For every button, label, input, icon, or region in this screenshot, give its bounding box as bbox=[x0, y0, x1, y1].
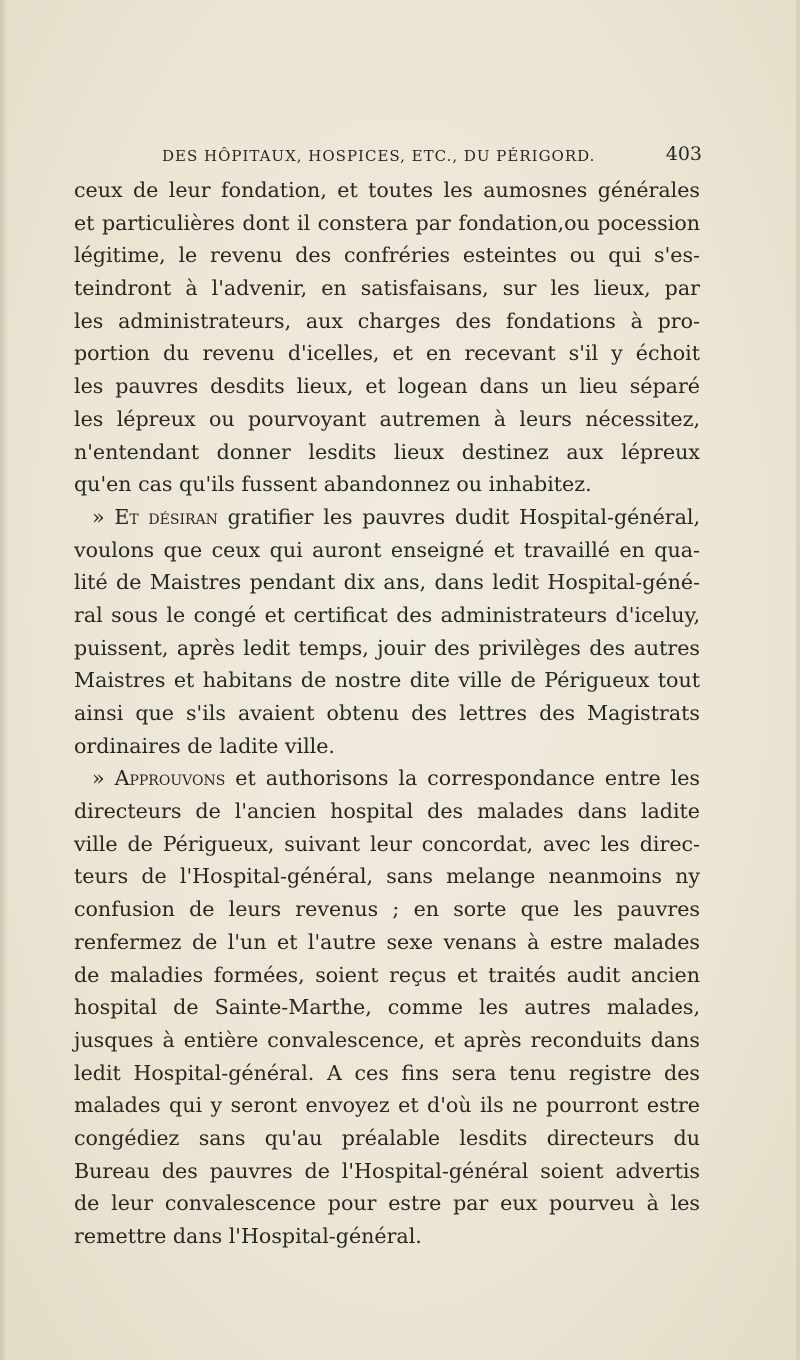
lead-word: Et désiran bbox=[114, 504, 218, 529]
text-line: teindront à l'advenir, en satisfaisans, sur les lieux, par bbox=[74, 276, 700, 301]
body-text bbox=[74, 174, 700, 1253]
text-line: ledit Hospital-général. A ces fins sera tenu registre des bbox=[74, 1060, 700, 1085]
text-line: directeurs de l'ancien hospital des malades dans ladite bbox=[74, 799, 700, 824]
paragraph-opening-line bbox=[74, 501, 700, 534]
text-line: les administrateurs, aux charges des fondations à pro- bbox=[74, 308, 700, 333]
text-line: renfermez de l'un et l'autre sexe venans à estre malades bbox=[74, 929, 700, 954]
text-line: lité de Maistres pendant dix ans, dans ledit Hospital-géné- bbox=[74, 570, 700, 595]
text-line: malades qui y seront envoyez et d'où ils ne pourront estre bbox=[74, 1093, 700, 1118]
text-line: et particulières dont il constera par fondation,ou pocession bbox=[74, 210, 700, 235]
lead-word: Approuvons bbox=[114, 766, 226, 791]
page-gutter-shadow bbox=[0, 0, 8, 1360]
text-line: hospital de Sainte-Marthe, comme les autres malades, bbox=[74, 995, 700, 1020]
text-line: confusion de leurs revenus ; en sorte que les pauvres bbox=[74, 897, 700, 922]
text-line: remettre dans l'Hospital-général. bbox=[74, 1224, 422, 1248]
paragraph-opening-line bbox=[74, 762, 700, 795]
text-line: portion du revenu d'icelles, et en recevant s'il y échoit bbox=[74, 341, 700, 366]
text-line: de maladies formées, soient reçus et traités audit ancien bbox=[74, 962, 700, 987]
running-title: DES HÔPITAUX, HOSPICES, ETC., DU PÉRIGORD. bbox=[162, 147, 596, 165]
quote-mark: » bbox=[92, 766, 105, 791]
page-number: 403 bbox=[665, 143, 702, 165]
text-line: congédiez sans qu'au préalable lesdits directeurs du bbox=[74, 1125, 700, 1150]
text-line: ville de Périgueux, suivant leur concordat, avec les direc- bbox=[74, 831, 700, 856]
text-line: ceux de leur fondation, et toutes les aumosnes générales bbox=[74, 178, 700, 202]
text-line: les lépreux ou pourvoyant autremen à leurs nécessitez, bbox=[74, 406, 700, 431]
text-line: ainsi que s'ils avaient obtenu des lettres des Magistrats bbox=[74, 701, 700, 725]
text-line: les pauvres desdits lieux, et logean dans un lieu séparé bbox=[74, 374, 700, 399]
text-line: légitime, le revenu des confréries esteintes ou qui s'es- bbox=[74, 243, 700, 268]
text-line: voulons que ceux qui auront enseigné et travaillé en qua- bbox=[74, 537, 700, 562]
running-header bbox=[162, 143, 702, 171]
text-line: Maistres et habitans de nostre dite ville de Périgueux tout bbox=[74, 668, 700, 693]
text-line: jusques à entière convalescence, et après reconduits dans bbox=[74, 1027, 700, 1052]
text-line: Bureau des pauvres de l'Hospital-général soient advertis bbox=[74, 1158, 700, 1183]
text-line: de leur convalescence pour estre par eux pourveu à les bbox=[74, 1191, 700, 1216]
text-line: qu'en cas qu'ils fussent abandonnez ou inhabitez. bbox=[74, 472, 592, 497]
text-line: n'entendant donner lesdits lieux destinez aux lépreux bbox=[74, 439, 700, 464]
text-line: puissent, après ledit temps, jouir des privilèges des autres bbox=[74, 635, 700, 660]
opening-line-rest: gratifier les pauvres dudit Hospital-général, bbox=[227, 504, 701, 529]
text-line: ral sous le congé et certificat des administrateurs d'iceluy, bbox=[74, 602, 700, 627]
text-line: teurs de l'Hospital-général, sans melange neanmoins ny bbox=[74, 864, 700, 889]
quote-mark: » bbox=[92, 504, 105, 529]
text-line: ordinaires de ladite ville. bbox=[74, 733, 335, 758]
opening-line-rest: et authorisons la correspondance entre les bbox=[235, 766, 700, 791]
page-edge bbox=[796, 0, 800, 1360]
